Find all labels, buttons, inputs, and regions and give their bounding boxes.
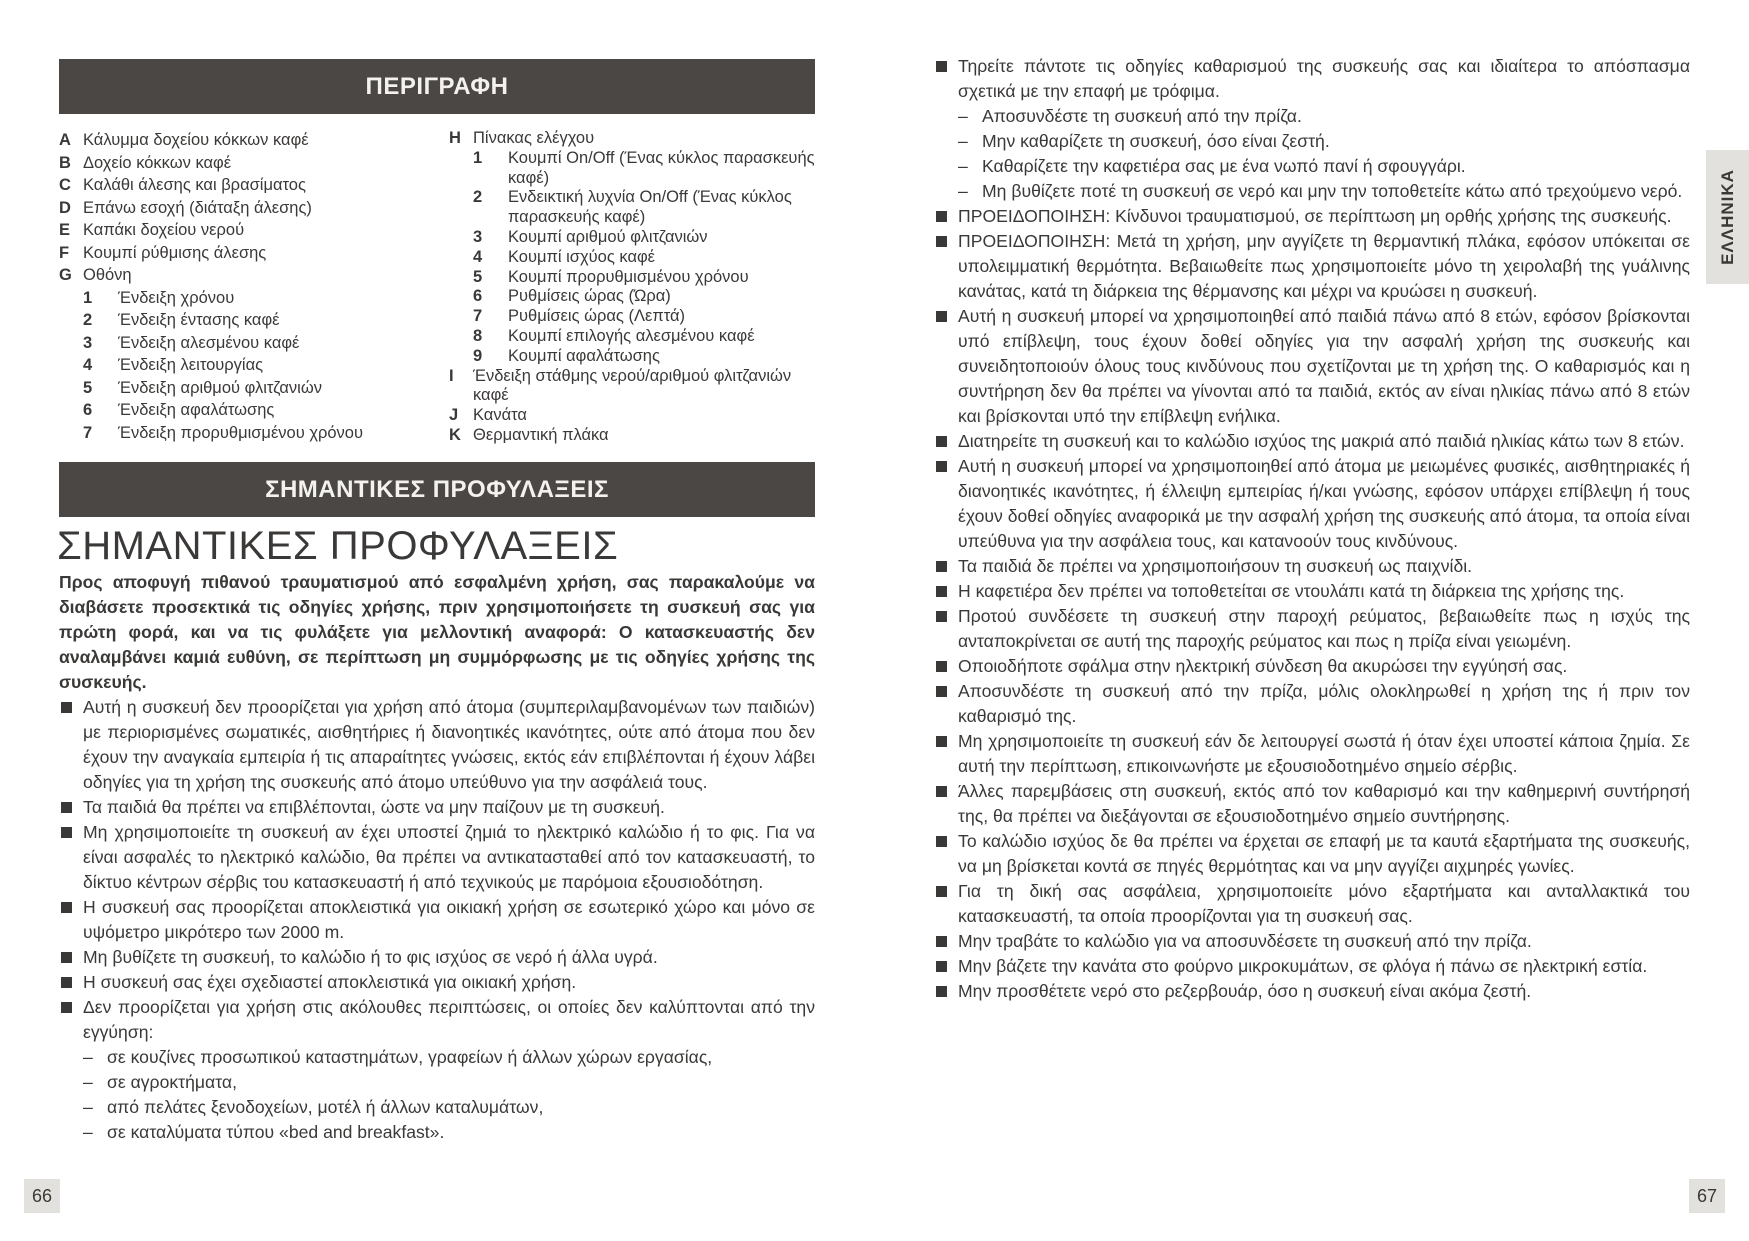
description-subitem: 1 Ένδειξη χρόνου (83, 288, 235, 307)
bullet-item: Αποσυνδέστε τη συσκευή από την πρίζα, μόλις ολοκληρωθεί η χρήση της ή πριν τον καθαρισμό της. (934, 679, 1690, 729)
bullet-square-icon (934, 304, 958, 429)
bullet-item: Μη χρησιμοποιείτε τη συσκευή αν έχει υποστεί ζημιά το ηλεκτρικό καλώδιο ή το φις. Για να είναι ασφαλές το ηλεκτρικό καλώδιο, θα πρέπει να αντικατασταθεί από τον κατασκευαστή, το δίκτυο κέντρων σέρβις του κατασκευαστή ή από τεχνικούς με παρόμοια εξουσιοδότηση. (59, 820, 815, 895)
bullet-square-icon (934, 929, 958, 954)
page-number: 66 (24, 1179, 60, 1213)
bullet-item: Μη χρησιμοποιείτε τη συσκευή εάν δε λειτουργεί σωστά ή όταν έχει υποστεί κάποια ζημία. Σε αυτή την περίπτωση, επικοινωνήστε με εξουσιοδοτημένο σημείο σέρβις. (934, 729, 1690, 779)
bullet-item: Δεν προορίζεται για χρήση στις ακόλουθες περιπτώσεις, οι οποίες δεν καλύπτονται από την εγγύηση: (59, 995, 815, 1045)
bullet-item: Τηρείτε πάντοτε τις οδηγίες καθαρισμού της συσκευής σας και ιδιαίτερα το απόσπασμα σχετικά με την επαφή με τρόφιμα. (934, 54, 1690, 104)
bullet-item: Μη βυθίζετε τη συσκευή, το καλώδιο ή το φις ισχύος σε νερό ή άλλα υγρά. (59, 945, 815, 970)
description-item: E Καπάκι δοχείου νερού (59, 221, 245, 239)
bullet-item: Οποιοδήποτε σφάλμα στην ηλεκτρική σύνδεση θα ακυρώσει την εγγύησή σας. (934, 654, 1690, 679)
description-subitem: 7 Ένδειξη προρυθμισμένου χρόνου (83, 423, 364, 442)
bullet-square-icon (934, 54, 958, 104)
description-subitem: 4 Κουμπί ισχύος καφέ (473, 247, 656, 266)
bullet-item: Αυτή η συσκευή μπορεί να χρησιμοποιηθεί από άτομα με μειωμένες φυσικές, αισθητηριακές ή διανοητικές ικανότητες, ή έλλειψη εμπειρίας ή/και γνώσης, εφόσον υπάρχει επίβλεψη ή τους έχουν δοθεί οδηγίες αναφορικά με την ασφαλή χρήση της συσκευής από άτομα, τα οποία είναι υπεύθυνα για την ασφάλεια τους, και κατανοούν τους κινδύνους. (934, 454, 1690, 554)
description-item: G Οθόνη (59, 266, 132, 284)
bullet-square-icon (934, 204, 958, 229)
bullet-square-icon (934, 879, 958, 929)
bullet-square-icon (934, 779, 958, 829)
dash-item: – Αποσυνδέστε τη συσκευή από την πρίζα. (958, 106, 1302, 126)
precautions-header: ΣΗΜΑΝΤΙΚΕΣ ΠΡΟΦΥΛΑΞΕΙΣ (59, 462, 815, 517)
description-subitem: 1 Κουμπί On/Off (Ένας κύκλος παρασκευής καφέ) (473, 148, 815, 187)
precautions-text-right (934, 54, 1690, 1004)
description-subitem: 6 Ένδειξη αφαλάτωσης (83, 401, 275, 419)
language-tab-label: ΕΛΛΗΝΙΚΑ (1717, 169, 1737, 265)
bullet-item: ΠΡΟΕΙΔΟΠΟΙΗΣΗ: Μετά τη χρήση, μην αγγίζετε τη θερμαντική πλάκα, εφόσον υπόκειται σε υπολειμματική θερμότητα. Βεβαιωθείτε πως χρησιμοποιείτε μόνο τη χειρολαβή της γυάλινης κανάτας, κατά τη διάρκεια της θέρμανσης και μέχρι να κρυώσει η συσκευή. (934, 229, 1690, 304)
description-item: A Κάλυμμα δοχείου κόκκων καφέ (59, 131, 309, 149)
bullet-item: ΠΡΟΕΙΔΟΠΟΙΗΣΗ: Κίνδυνοι τραυματισμού, σε περίπτωση μη ορθής χρήσης της συσκευής. (934, 204, 1690, 229)
description-subitem: 3 Κουμπί αριθμού φλιτζανιών (473, 227, 708, 246)
bullet-square-icon (59, 795, 83, 820)
bullet-square-icon (59, 695, 83, 795)
dash-item: – Καθαρίζετε την καφετιέρα σας με ένα νωπό πανί ή σφουγγάρι. (958, 156, 1466, 176)
bullet-item: Αυτή η συσκευή δεν προορίζεται για χρήση από άτομα (συμπεριλαμβανομένων των παιδιών) με περιορισμένες σωματικές, αισθητήριες ή διανοητικές ικανότητες, ούτε από άτομα που δεν έχουν την αναγκαία εμπειρία ή τις απαραίτητες γνώσεις, εκτός εάν επιβλέπονται ή έχουν λάβει οδηγίες για τη χρήση της συσκευής από άτομο υπεύθυνο για την ασφάλειά τους. (59, 695, 815, 795)
bullet-square-icon (934, 679, 958, 729)
description-list-right (449, 129, 819, 446)
bullet-square-icon (934, 454, 958, 554)
bullet-item: Μην προσθέτετε νερό στο ρεζερβουάρ, όσο η συσκευή είναι ακόμα ζεστή. (934, 979, 1690, 1004)
bullet-square-icon (934, 604, 958, 654)
dash-item: – από πελάτες ξενοδοχείων, μοτέλ ή άλλων καταλυμάτων, (83, 1097, 544, 1117)
description-subitem: 8 Κουμπί επιλογής αλεσμένου καφέ (473, 326, 755, 345)
description-item: C Καλάθι άλεσης και βρασίματος (59, 176, 306, 194)
bullet-item: Η συσκευή σας προορίζεται αποκλειστικά για οικιακή χρήση σε εσωτερικό χώρο και μόνο σε υψόμετρο μικρότερο των 2000 m. (59, 895, 815, 945)
bullet-item: Μην τραβάτε το καλώδιο για να αποσυνδέσετε τη συσκευή από την πρίζα. (934, 929, 1690, 954)
bullet-item: Για τη δική σας ασφάλεια, χρησιμοποιείτε μόνο εξαρτήματα και ανταλλακτικά του κατασκευαστή, τα οποία προορίζονται για τη συσκευή σας. (934, 879, 1690, 929)
bullet-square-icon (934, 429, 958, 454)
description-item: F Κουμπί ρύθμισης άλεσης (59, 243, 267, 262)
description-subitem: 4 Ένδειξη λειτουργίας (83, 356, 264, 374)
bullet-square-icon (934, 979, 958, 1004)
description-subitem: 5 Κουμπί προρυθμισμένου χρόνου (473, 267, 749, 286)
description-item: B Δοχείο κόκκων καφέ (59, 153, 232, 172)
bullet-square-icon (59, 945, 83, 970)
page-number: 67 (1689, 1179, 1725, 1213)
bullet-square-icon (934, 954, 958, 979)
page-title: ΣΗΜΑΝΤΙΚΕΣ ΠΡΟΦΥΛΑΞΕΙΣ (57, 524, 619, 568)
description-subitem: 6 Ρυθμίσεις ώρας (Ώρα) (473, 287, 671, 306)
bullet-square-icon (59, 995, 83, 1045)
bullet-item: Το καλώδιο ισχύος δε θα πρέπει να έρχεται σε επαφή με τα καυτά εξαρτήματα της συσκευής, να μη βρίσκεται κοντά σε πηγές θερμότητας και να μην αγγίζει αιχμηρές γωνίες. (934, 829, 1690, 879)
bullet-square-icon (934, 729, 958, 779)
bullet-square-icon (59, 820, 83, 895)
dash-item: – Μη βυθίζετε ποτέ τη συσκευή σε νερό και μην την τοποθετείτε κάτω από τρεχούμενο νερό. (958, 181, 1683, 201)
bullet-item: Μην βάζετε την κανάτα στο φούρνο μικροκυμάτων, σε φλόγα ή πάνω σε ηλεκτρική εστία. (934, 954, 1690, 979)
bullet-item: Αυτή η συσκευή μπορεί να χρησιμοποιηθεί από παιδιά πάνω από 8 ετών, εφόσον βρίσκονται υπό επίβλεψη, τους έχουν δοθεί οδηγίες για την ασφαλή χρήση της συσκευής και συνειδητοποιούν όλους τους κινδύνους που σχετίζονται με τη χρήση της. Ο καθαρισμός και η συντήρηση δεν θα πρέπει να γίνονται από τα παιδιά, εκτός αν είναι ηλικίας πάνω από 8 ετών και βρίσκονται υπό την επίβλεψη ενήλικα. (934, 304, 1690, 429)
bullet-square-icon (934, 579, 958, 604)
description-item: J Κανάτα (449, 406, 527, 425)
description-subitem: 3 Ένδειξη αλεσμένου καφέ (83, 333, 300, 352)
bullet-item: Άλλες παρεμβάσεις στη συσκευή, εκτός από τον καθαρισμό και την καθημερινή συντήρησή της, θα πρέπει να διεξάγονται σε εξουσιοδοτημένο σημείο συντήρησης. (934, 779, 1690, 829)
bullet-square-icon (934, 829, 958, 879)
bullet-item: Προτού συνδέσετε τη συσκευή στην παροχή ρεύματος, βεβαιωθείτε πως η ισχύς της ανταποκρίνεται σε αυτή της παροχής ρεύματος και πως η πρίζα είναι γειωμένη. (934, 604, 1690, 654)
description-subitem: 2 Ένδειξη έντασης καφέ (83, 311, 280, 329)
dash-item: – Μην καθαρίζετε τη συσκευή, όσο είναι ζεστή. (958, 131, 1330, 151)
left-page (0, 0, 874, 1241)
bullet-item: Διατηρείτε τη συσκευή και το καλώδιο ισχύος της μακριά από παιδιά ηλικίας κάτω των 8 ετών. (934, 429, 1690, 454)
description-item: H Πίνακας ελέγχου (449, 129, 595, 147)
bullet-item: Τα παιδιά δε πρέπει να χρησιμοποιήσουν τη συσκευή ως παιχνίδι. (934, 554, 1690, 579)
bullet-item: Η συσκευή σας έχει σχεδιαστεί αποκλειστικά για οικιακή χρήση. (59, 970, 815, 995)
bullet-square-icon (934, 654, 958, 679)
description-item: K Θερμαντική πλάκα (449, 425, 609, 444)
dash-item: – σε καταλύματα τύπου «bed and breakfast». (83, 1122, 445, 1142)
description-item: D Επάνω εσοχή (διάταξη άλεσης) (59, 198, 312, 217)
bullet-item: Τα παιδιά θα πρέπει να επιβλέπονται, ώστε να μην παίζουν με τη συσκευή. (59, 795, 815, 820)
dash-item: – σε αγροκτήματα, (83, 1072, 237, 1092)
description-subitem: 7 Ρυθμίσεις ώρας (Λεπτά) (473, 307, 686, 326)
bullet-square-icon (934, 554, 958, 579)
description-header: ΠΕΡΙΓΡΑΦΗ (59, 59, 815, 114)
description-subitem: 9 Κουμπί αφαλάτωσης (473, 346, 660, 365)
description-item: I Ένδειξη στάθμης νερού/αριθμού φλιτζανιών καφέ (449, 366, 792, 405)
language-tab (1706, 150, 1749, 284)
bullet-square-icon (934, 229, 958, 304)
dash-item: – σε κουζίνες προσωπικού καταστημάτων, γραφείων ή άλλων χώρων εργασίας, (83, 1047, 713, 1067)
bullet-item: Η καφετιέρα δεν πρέπει να τοποθετείται σε ντουλάπι κατά τη διάρκεια της χρήσης της. (934, 579, 1690, 604)
bullet-square-icon (59, 895, 83, 945)
description-subitem: 2 Ενδεικτική λυχνία On/Off (Ένας κύκλος παρασκευής καφέ) (473, 188, 792, 227)
precautions-text-left (59, 570, 815, 1145)
intro-paragraph: Προς αποφυγή πιθανού τραυματισμού από εσφαλμένη χρήση, σας παρακαλούμε να διαβάσετε προσεκτικά τις οδηγίες χρήσης, πριν χρησιμοποιήσετε τη συσκευή σας για πρώτη φορά, και να τις φυλάξετε για μελλοντική αναφορά: Ο κατασκευαστής δεν αναλαμβάνει καμιά ευθύνη, σε περίπτωση μη συμμόρφωσης με τις οδηγίες χρήσης της συσκευής. (59, 572, 815, 692)
bullet-square-icon (59, 970, 83, 995)
description-subitem: 5 Ένδειξη αριθμού φλιτζανιών (83, 378, 322, 397)
description-list-left (59, 129, 439, 444)
